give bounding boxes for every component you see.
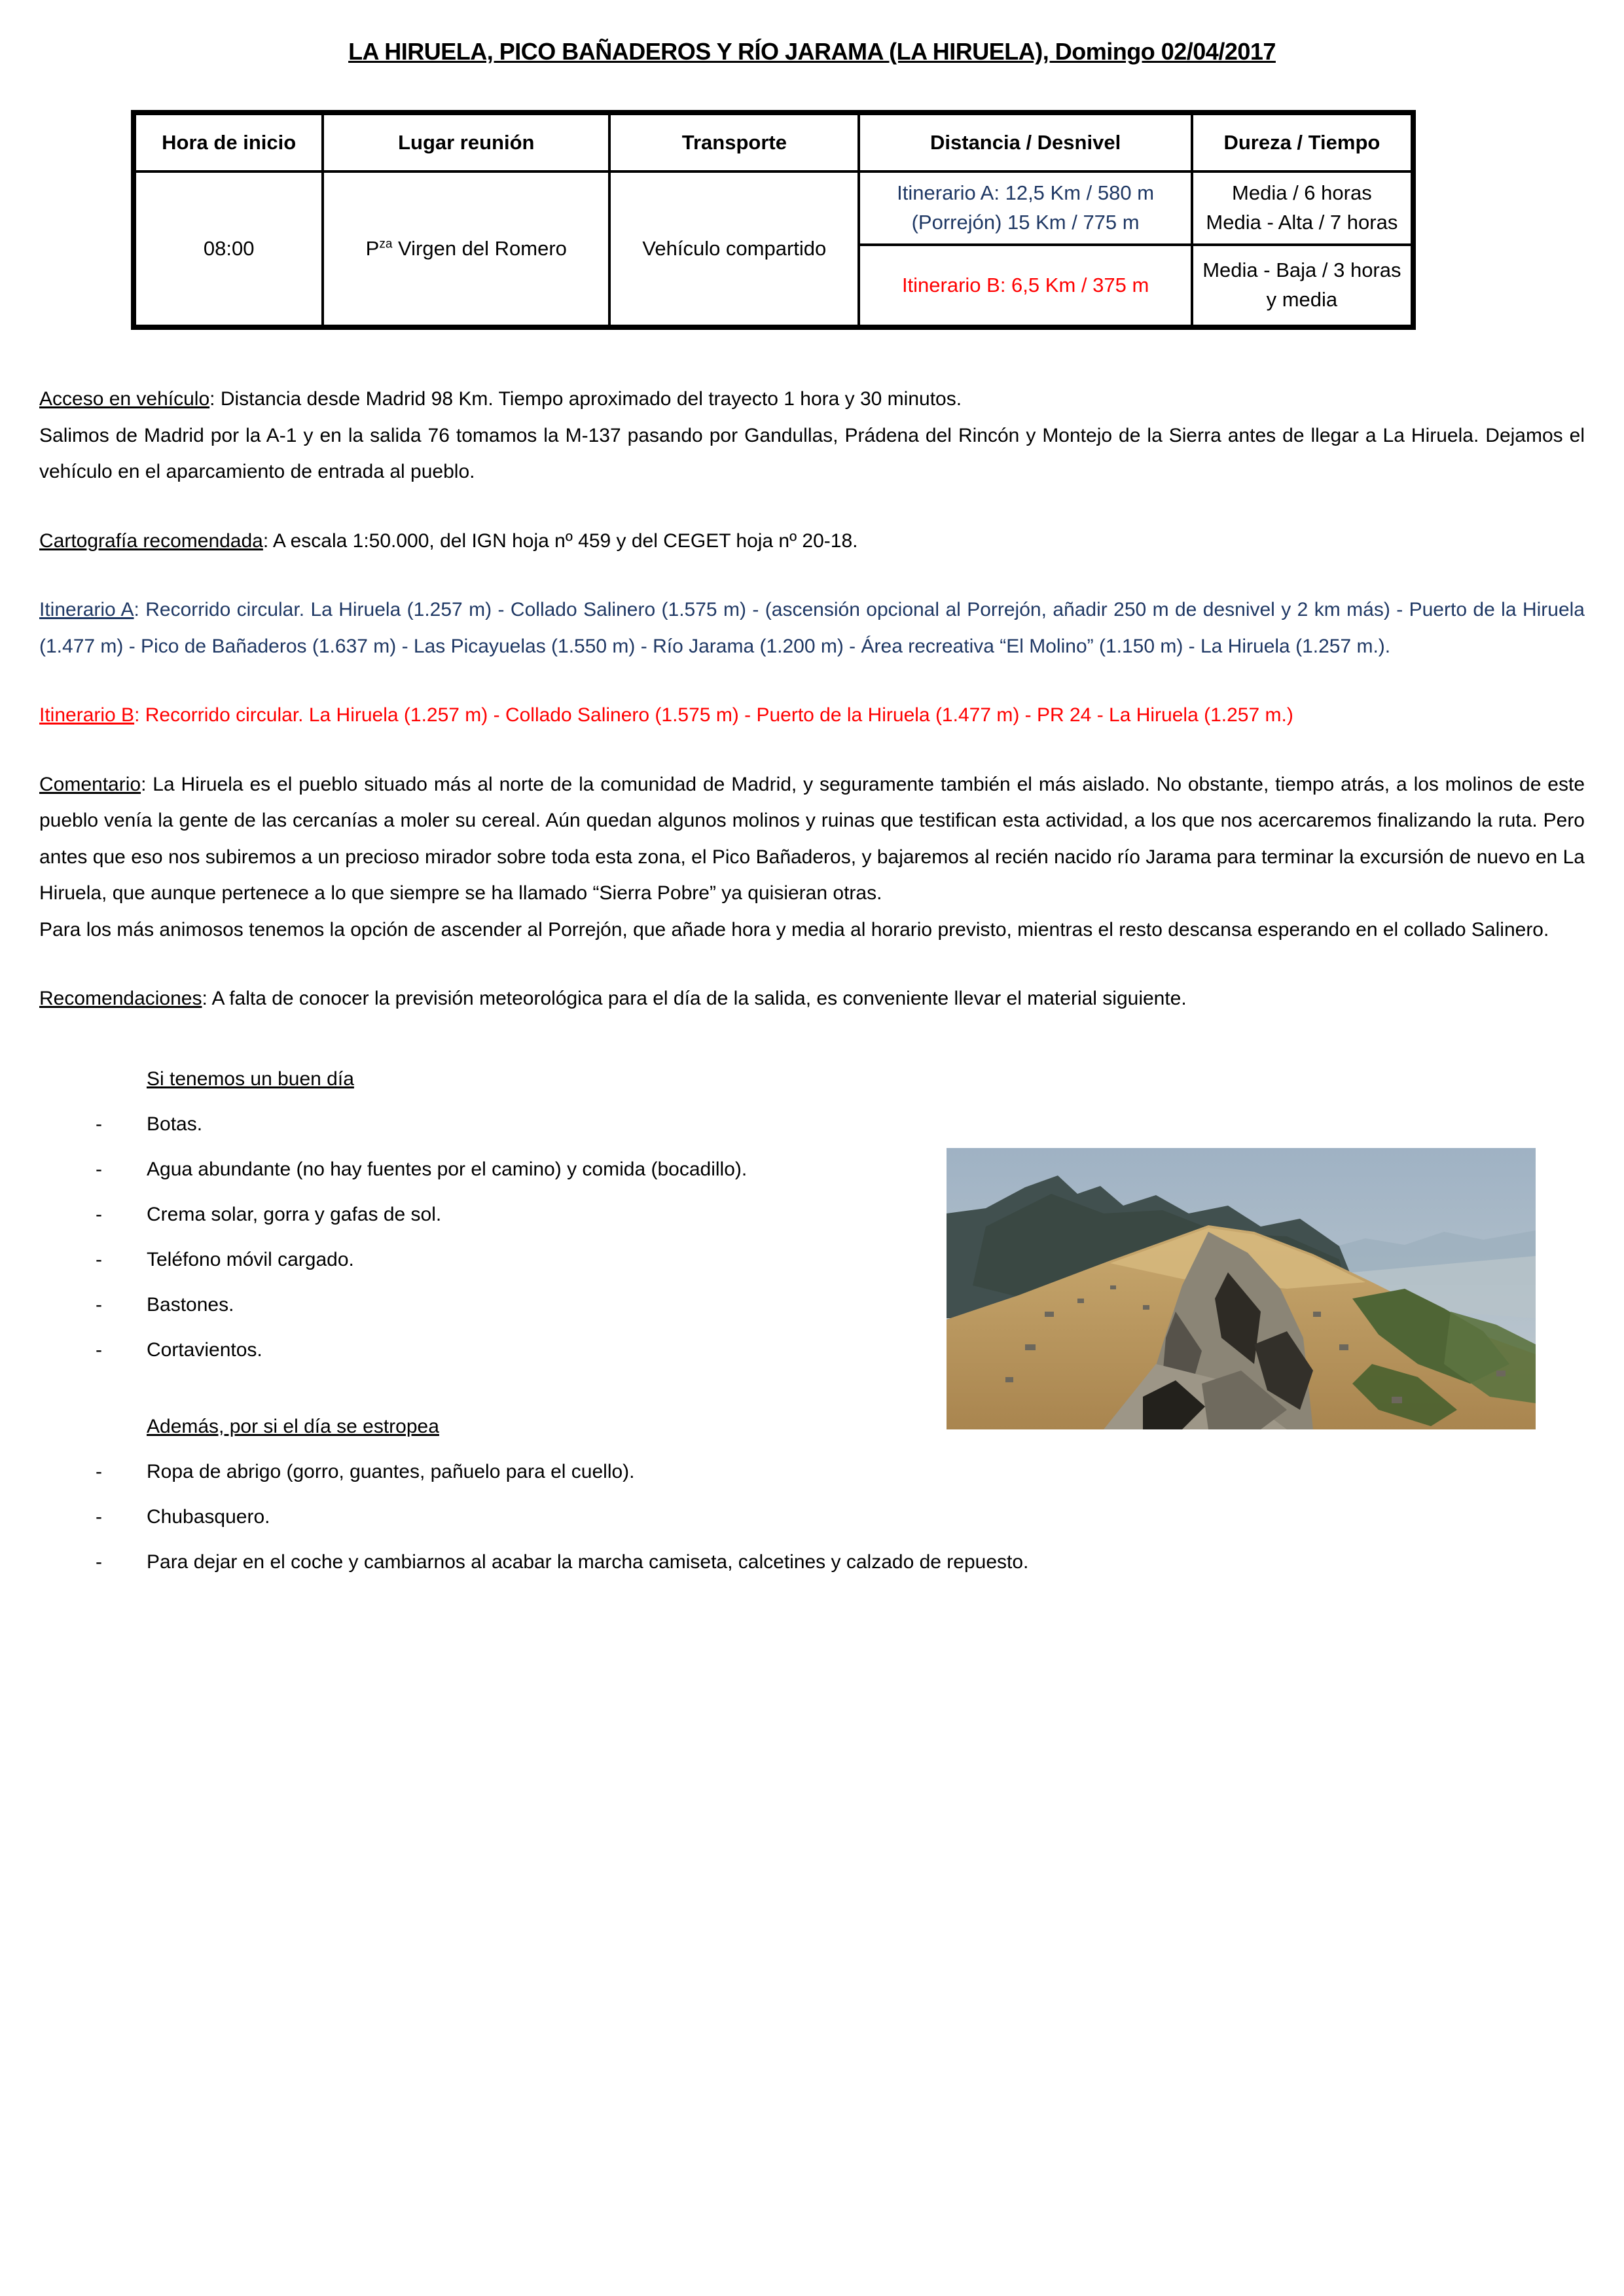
dash-bullet: - [96,1551,102,1573]
recomendaciones-text: : A falta de conocer la previsión meteorológica para el día de la salida, es conveniente llevar el material siguiente. [202,988,1187,1009]
meeting-place-base: P [365,236,380,260]
mountain-photo-illustration [947,1148,1536,1429]
equipment-lists [39,1064,1585,1577]
itinerario-a-label: Itinerario A [39,599,134,620]
good-day-heading: Si tenemos un buen día [147,1067,354,1090]
mountain-ridge-photo [947,1148,1536,1429]
list-item: - Crema solar, gorra y gafas de sol. [39,1200,920,1229]
section-comentario [39,766,1585,948]
comentario-label: Comentario [39,773,141,795]
cartografia-text: : A escala 1:50.000, del IGN hoja nº 459 y del CEGET hoja nº 20-18. [262,529,858,552]
itinerary-a-difficulty-cell [1192,171,1413,245]
itinerary-a-difficulty-line1: Media / 6 horas [1232,181,1372,205]
recomendaciones-label: Recomendaciones [39,988,202,1009]
itinerario-b-label: Itinerario B [39,704,135,726]
itinerary-b-distance-cell: Itinerario B: 6,5 Km / 375 m [859,245,1191,327]
itinerario-a-text: : Recorrido circular. La Hiruela (1.257 m) - Collado Salinero (1.575 m) - (ascensión opcional al Porrejón, añadir 250 m de desnivel y 2 km más) - Puerto de la Hiruela (1.477 m) - Pico de Bañaderos (1.637 m) - Las Picayuelas (1.550 m) - Río Jarama (1.200 m) - Área recreativa “El Molino” (1.150 m) - La Hiruela (1.257 m.). [39,599,1585,657]
comentario-text2: Para los más animosos tenemos la opción de ascender al Porrejón, que añade hora y media al horario previsto, mientras el resto descansa esperando en el collado Salinero. [39,918,1549,941]
dash-bullet: - [96,1248,102,1270]
list-item: - Chubasquero. [39,1502,1585,1532]
dash-bullet: - [96,1293,102,1316]
itinerario-b-text: : Recorrido circular. La Hiruela (1.257 m) - Collado Salinero (1.575 m) - Puerto de la Hiruela (1.477 m) - PR 24 - La Hiruela (1.257 m.) [134,704,1293,726]
cartografia-label: Cartografía recomendada [39,529,263,552]
list-item: - Bastones. [39,1290,920,1319]
itinerary-a-distance-line1: Itinerario A: 12,5 Km / 580 m [897,181,1155,205]
section-itinerario-a [39,592,1585,664]
col-header-meeting-place: Lugar reunión [323,113,609,171]
meeting-place-rest: Virgen del Romero [392,236,567,260]
list-item: - Agua abundante (no hay fuentes por el camino) y comida (bocadillo). [39,1155,920,1184]
page-title: LA HIRUELA, PICO BAÑADEROS Y RÍO JARAMA (LA HIRUELA), Domingo 02/04/2017 [348,38,1276,65]
list-item: - Ropa de abrigo (gorro, guantes, pañuelo para el cuello). [39,1457,1585,1486]
transport-cell: Vehículo compartido [609,171,859,327]
itinerary-a-distance-cell [859,171,1191,245]
list-item: - Para dejar en el coche y cambiarnos al acabar la marcha camiseta, calcetines y calzado de repuesto. [39,1547,1585,1577]
dash-bullet: - [96,1203,102,1225]
dash-bullet: - [96,1158,102,1180]
col-header-start-time: Hora de inicio [134,113,323,171]
table-row-itinerary-a [134,171,1413,245]
dash-bullet: - [96,1460,102,1482]
start-time-cell: 08:00 [134,171,323,327]
itinerary-a-difficulty-line2: Media - Alta / 7 horas [1206,211,1398,234]
section-acceso [39,381,1585,490]
section-itinerario-b [39,697,1585,734]
col-header-transport: Transporte [609,113,859,171]
meeting-place-superscript: za [379,237,393,251]
acceso-text2: Salimos de Madrid por la A-1 y en la salida 76 tomamos la M-137 pasando por Gandullas, Prádena del Rincón y Montejo de la Sierra antes de llegar a La Hiruela. Dejamos el vehículo en el aparcamiento de entrada al pueblo. [39,424,1585,482]
itinerary-b-difficulty-cell: Media - Baja / 3 horas y media [1192,245,1413,327]
list-item: - Teléfono móvil cargado. [39,1245,920,1274]
section-cartografia [39,523,1585,560]
dash-bullet: - [96,1338,102,1361]
meeting-place-cell [323,171,609,327]
section-recomendaciones [39,980,1585,1017]
list-item: - Botas. [39,1109,920,1139]
comentario-text1: : La Hiruela es el pueblo situado más al norte de la comunidad de Madrid, y seguramente también el más aislado. No obstante, tiempo atrás, a los molinos de este pueblo venía la gente de las cercanías a moler su cereal. Aún quedan algunos molinos y ruinas que testifican esta actividad, a los que nos acercaremos finalizando la ruta. Pero antes que eso nos subiremos a un precioso mirador sobre toda esta zona, el Pico Bañaderos, y bajaremos al recién nacido río Jarama para terminar la excursión de nuevo en La Hiruela, que aunque pertenece a lo que siempre se ha llamado “Sierra Pobre” ya quisieran otras. [39,773,1585,904]
dash-bullet: - [96,1505,102,1528]
table-header-row [134,113,1413,171]
bad-day-heading: Además, por si el día se estropea [147,1415,439,1437]
dash-bullet: - [96,1113,102,1135]
list-item: - Cortavientos. [39,1335,920,1365]
bad-day-list [39,1457,1585,1577]
route-summary-table [131,110,1416,330]
acceso-text1: : Distancia desde Madrid 98 Km. Tiempo aproximado del trayecto 1 hora y 30 minutos. [209,388,962,410]
itinerary-a-distance-line2: (Porrejón) 15 Km / 775 m [911,211,1140,234]
col-header-distance: Distancia / Desnivel [859,113,1191,171]
col-header-difficulty: Dureza / Tiempo [1192,113,1413,171]
acceso-label: Acceso en vehículo [39,388,210,410]
